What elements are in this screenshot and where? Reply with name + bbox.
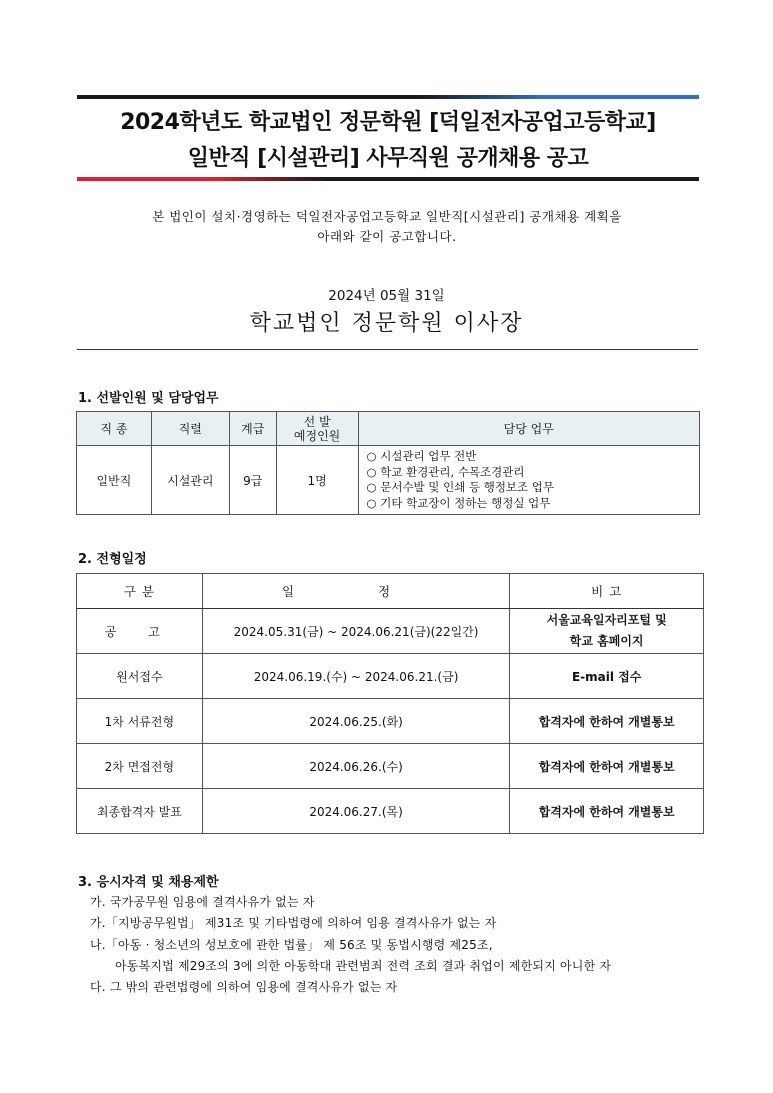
cell-note: 합격자에 한하여 개별통보 [510,789,704,834]
duty-item: ○ 시설관리 업무 전반 [366,449,477,463]
intro-line-1: 본 법인이 설치·경영하는 덕일전자공업고등학교 일반직[시설관리] 공개채용 계획을 [152,209,622,224]
header-count [276,412,358,446]
table-row [77,744,704,789]
header-note: 비 고 [510,574,704,609]
cell-note: E-mail 접수 [510,654,704,699]
intro-line-2: 아래와 같이 공고합니다. [317,229,457,244]
header-count-line2: 예정인원 [293,428,341,443]
cell-note: 합격자에 한하여 개별통보 [510,744,704,789]
cell-type: 일반직 [77,446,152,515]
cell-schedule: 2024.06.27.(목) [202,789,510,834]
cell-note: 합격자에 한하여 개별통보 [510,699,704,744]
qualification-line: 가.「지방공무원법」 제31조 및 기타법령에 의하여 임용 결격사유가 없는 자 [90,916,497,930]
header-position: 직렬 [151,412,229,446]
announcement-date: 2024년 05월 31일 [328,288,445,304]
cell-schedule: 2024.06.19.(수) ~ 2024.06.21.(금) [202,654,510,699]
qualification-line: 다. 그 밖의 관련법령에 의하여 임용에 결격사유가 없는 자 [90,980,398,994]
table-row [77,699,704,744]
duty-item: ○ 학교 환경관리, 수목조경관리 [366,464,525,479]
cell-schedule: 2024.06.26.(수) [202,744,510,789]
signer: 학교법인 정문학원 이사장 [249,311,524,336]
section1-heading: 1. 선발인원 및 담당업무 [78,391,219,406]
table-header-row [77,574,704,609]
duty-item: ○ 문서수발 및 인쇄 등 행정보조 업무 [366,480,555,494]
divider [77,349,698,350]
cell-category: 1차 서류전형 [77,699,203,744]
title-line-1: 2024학년도 학교법인 정문학원 [덕일전자공업고등학교] [120,110,656,135]
section3-heading: 3. 응시자격 및 채용제한 [78,875,219,890]
table-header-row [77,412,700,446]
qualification-line: 가. 국가공무원 임용에 결격사유가 없는 자 [90,895,315,909]
table-row [77,609,704,654]
header-category: 구 분 [77,574,203,609]
cell-schedule: 2024.05.31(금) ~ 2024.06.21(금)(22일간) [202,609,510,654]
cell-category: 원서접수 [77,654,203,699]
recruitment-table [76,411,700,515]
cell-schedule: 2024.06.25.(화) [202,699,510,744]
header-duties: 담당 업무 [358,412,699,446]
cell-category: 2차 면접전형 [77,744,203,789]
section2-heading: 2. 전형일정 [78,552,147,567]
duty-item: ○ 기타 학교장이 정하는 행정실 업무 [366,495,551,510]
title-bottom-rule [77,177,699,181]
header-schedule: 일 정 [202,574,510,609]
cell-note [510,609,704,654]
table-row [77,654,704,699]
schedule-table [76,573,704,834]
qualification-line: 나.「아동 · 청소년의 성보호에 관한 법률」 제 56조 및 동법시행령 제25조, [90,938,493,952]
title-line-2: 일반직 [시설관리] 사무직원 공개채용 공고 [187,146,589,171]
header-type: 직 종 [77,412,152,446]
cell-duties [358,446,699,515]
note-line1: 서울교육일자리포털 및 [546,613,667,627]
header-grade: 계급 [229,412,276,446]
cell-category: 최종합격자 발표 [77,789,203,834]
title-block [77,95,699,181]
qualification-line: 아동복지법 제29조의 3에 의한 아동학대 관련범죄 전력 조회 결과 취업이 제한되지 아니한 자 [115,959,612,973]
title-top-rule [77,95,699,99]
table-row [77,789,704,834]
cell-grade: 9급 [229,446,276,515]
cell-count: 1명 [276,446,358,515]
cell-position: 시설관리 [151,446,229,515]
header-count-line1: 선 발 [303,414,331,429]
note-line2: 학교 홈페이지 [569,634,644,648]
cell-category: 공 고 [77,609,203,654]
table-row [77,446,700,515]
